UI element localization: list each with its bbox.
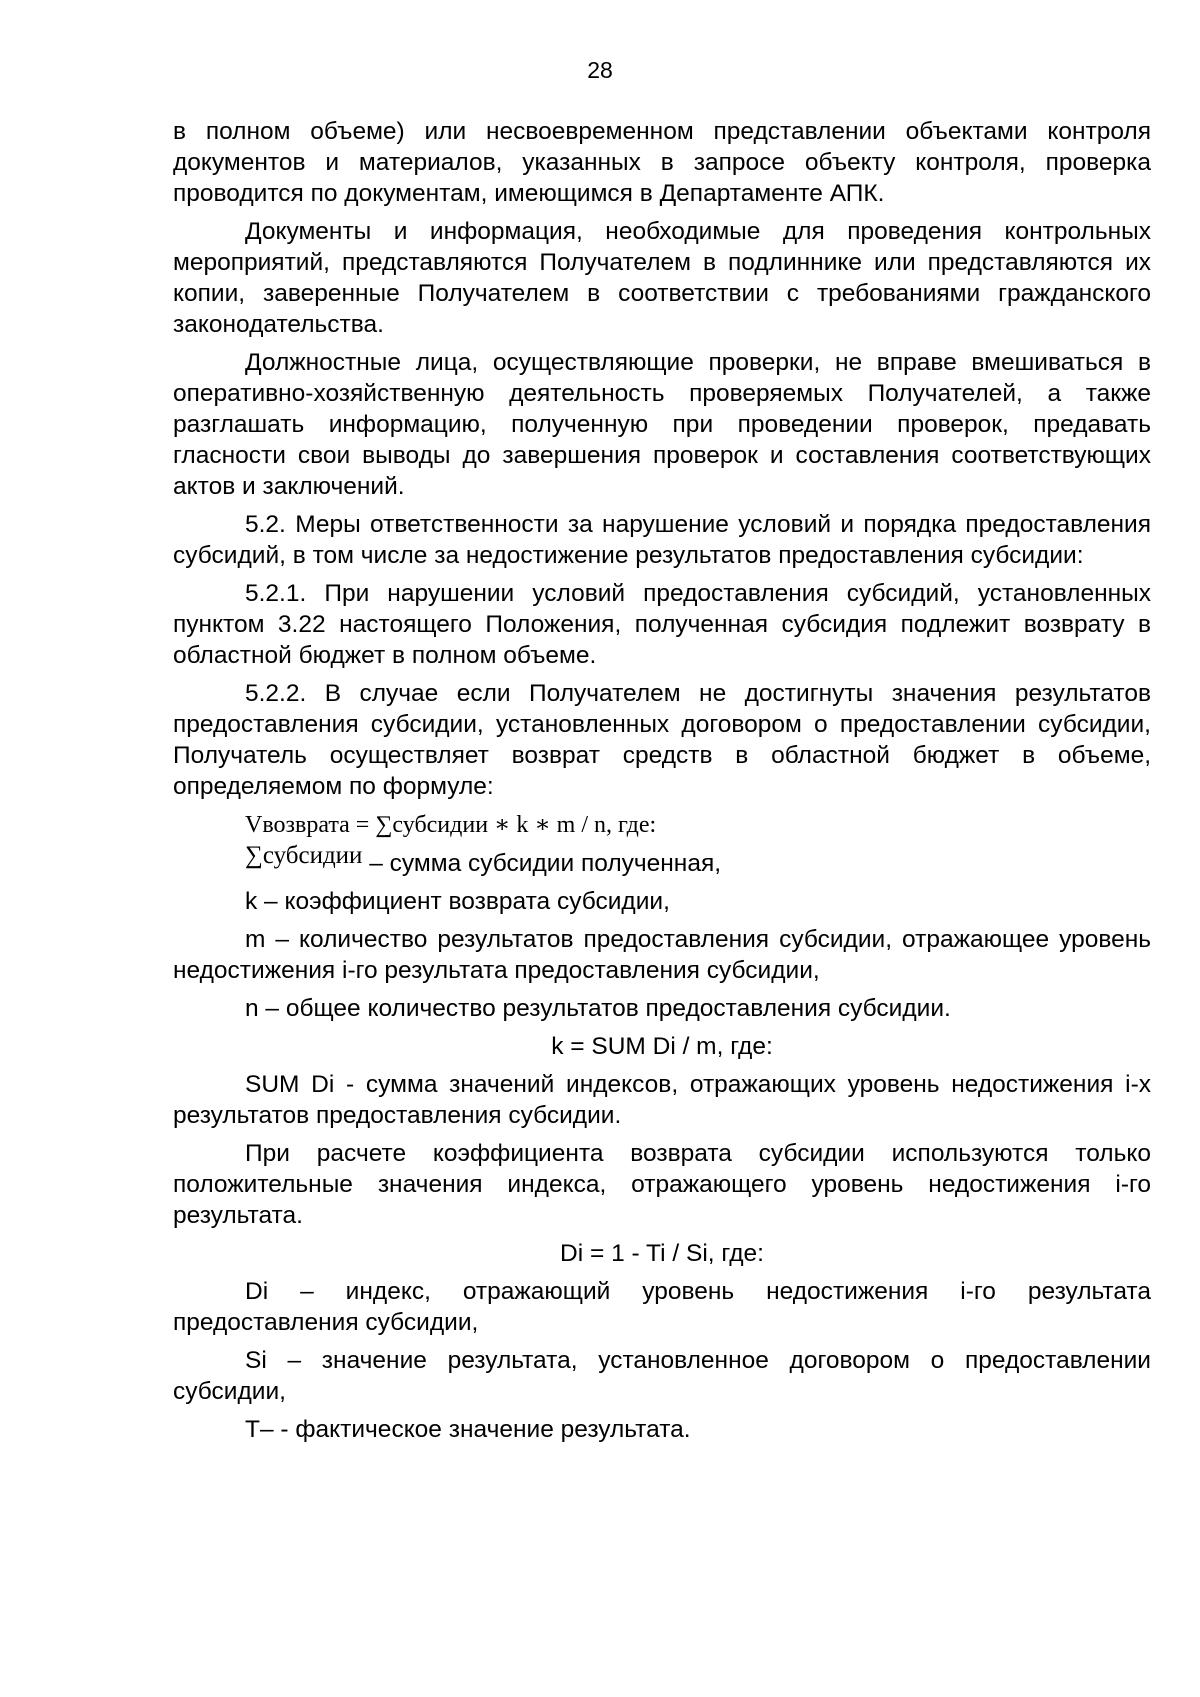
paragraph-continuation: в полном объеме) или несвоевременном представлении объектами контроля документов и материалов, указанных в запросе объекту контроля, проверка проводится по документам, имеющимся в Департаменте АПК. xyxy=(173,118,1151,207)
definition-sum-di: SUM Di - сумма значений индексов, отражающих уровень недостижения i-х результатов предоставления субсидии. xyxy=(173,1071,1151,1129)
paragraph-5-2: 5.2. Меры ответственности за нарушение условий и порядка предоставления субсидий, в том числе за недостижение результатов предоставления субсидии: xyxy=(173,511,1151,569)
definition-sigma xyxy=(173,842,1151,879)
definition-ti: T– - фактическое значение результата. xyxy=(245,1416,691,1443)
formula-return-volume xyxy=(173,809,1151,841)
definition-si: Si – значение результата, установленное договором о предоставлении субсидии, xyxy=(173,1347,1151,1405)
formula-di: Di = 1 - Ti / Si, где: xyxy=(560,1240,764,1267)
sigma-symbol: ∑субсидии xyxy=(245,842,363,869)
definition-n: n – общее количество результатов предоставления субсидии. xyxy=(245,995,951,1022)
definition-m: m – количество результатов предоставления субсидии, отражающее уровень недостижения i-го результата предоставления субсидии, xyxy=(173,926,1151,984)
formula-k: k = SUM Di / m, где: xyxy=(551,1033,773,1060)
paragraph-documents: Документы и информация, необходимые для проведения контрольных мероприятий, представляются Получателем в подлиннике или представляются их копии, заверенные Получателем в соответствии с требованиями гражданского законодательства. xyxy=(173,218,1151,338)
paragraph-5-2-1: 5.2.1. При нарушении условий предоставления субсидий, установленных пунктом 3.22 настоящего Положения, полученная субсидия подлежит возврату в областной бюджет в полном объеме. xyxy=(173,580,1151,669)
paragraph-officials: Должностные лица, осуществляющие проверки, не вправе вмешиваться в оперативно-хозяйственную деятельность проверяемых Получателей, а также разглашать информацию, полученную при проведении проверок, предавать гласности свои выводы до завершения проверок и составления соответствующих актов и заключений. xyxy=(173,349,1151,500)
formula-return-volume-text: Vвозврата = ∑субсидии ∗ k ∗ m / n, где: xyxy=(245,812,657,838)
page-number: 28 xyxy=(587,57,613,83)
definition-di: Di – индекс, отражающий уровень недостижения i-го результата предоставления субсидии, xyxy=(173,1278,1151,1336)
paragraph-calculation: При расчете коэффициента возврата субсидии используются только положительные значения индекса, отражающего уровень недостижения i-го результата. xyxy=(173,1140,1151,1229)
document-body xyxy=(173,116,1151,1452)
sigma-description: – сумма субсидии полученная, xyxy=(362,850,722,877)
definition-k: k – коэффициент возврата субсидии, xyxy=(245,888,670,915)
paragraph-5-2-2: 5.2.2. В случае если Получателем не достигнуты значения результатов предоставления субсидии, установленных договором о предоставлении субсидии, Получатель осуществляет возврат средств в областной бюджет в объеме, определяемом по формуле: xyxy=(173,680,1151,800)
